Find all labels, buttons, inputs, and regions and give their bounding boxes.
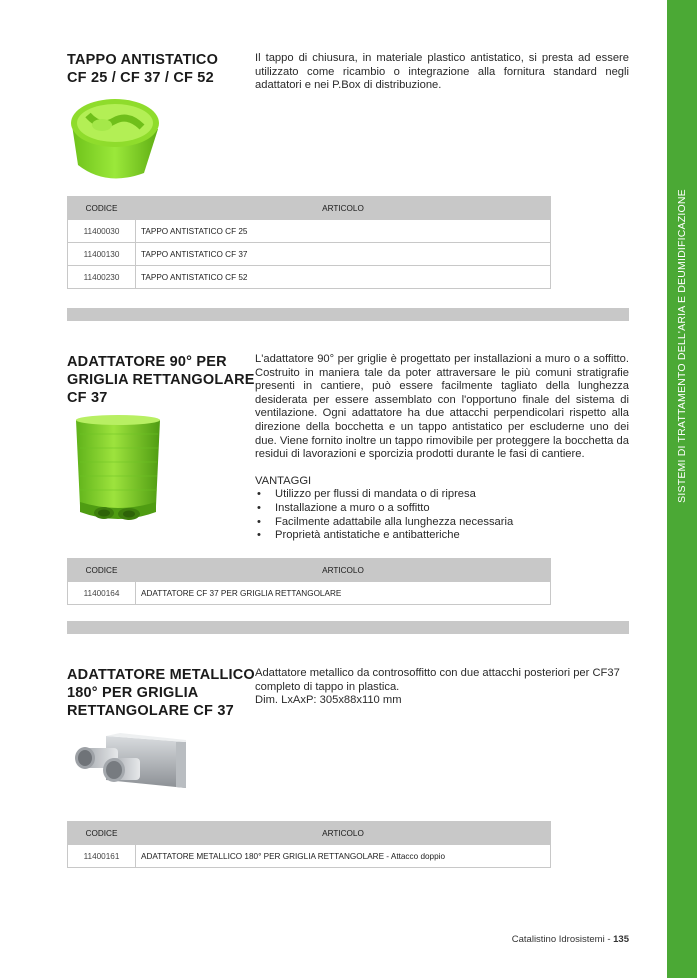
row-article: TAPPO ANTISTATICO CF 25 (136, 220, 551, 243)
table-header-row (68, 822, 551, 845)
section-divider (67, 308, 629, 321)
product-table-tappo (67, 196, 551, 289)
list-item: • Facilmente adattabile alla lunghezza necessaria (255, 516, 629, 530)
advantages-title: VANTAGGI (255, 474, 312, 487)
row-code: 11400230 (68, 266, 136, 289)
table-row (68, 266, 551, 289)
table-row (68, 220, 551, 243)
title-line: GRIGLIA RETTANGOLARE (67, 372, 255, 388)
footer-catalog: Catalistino Idrosistemi - (511, 934, 614, 945)
table-row (68, 845, 551, 868)
header-codice: CODICE (68, 197, 136, 220)
product-title-adattatore-90 (67, 353, 255, 407)
description-line: Adattatore metallico da controsoffitto con due attacchi posteriori per CF37 (255, 667, 620, 679)
product-title-tappo (67, 51, 218, 87)
table-header-row (68, 197, 551, 220)
title-line: 180° PER GRIGLIA (67, 685, 199, 701)
row-code: 11400130 (68, 243, 136, 266)
adattatore-90-image (72, 414, 164, 530)
header-articolo: ARTICOLO (136, 559, 551, 582)
table-header-row (68, 559, 551, 582)
product-table-adattatore-metallico (67, 821, 551, 868)
list-item: • Utilizzo per flussi di mandata o di ripresa (255, 488, 629, 502)
title-line: RETTANGOLARE CF 37 (67, 703, 234, 719)
row-article: TAPPO ANTISTATICO CF 37 (136, 243, 551, 266)
title-line: CF 25 / CF 37 / CF 52 (67, 70, 214, 86)
description-line: completo di tappo in plastica. (255, 680, 400, 693)
description-text: Il tappo di chiusura, in materiale plastico antistatico, si presta ad essere utilizzato come ricambio o integrazione alla fornitura standard negli adattatori e nei P.Box di distribuzione. (255, 52, 629, 92)
product-description-adattatore-90 (255, 353, 629, 543)
product-description-adattatore-metallico (255, 667, 629, 708)
title-line: CF 37 (67, 390, 108, 406)
title-line: TAPPO ANTISTATICO (67, 52, 219, 68)
description-line: Dim. LxAxP: 305x88x110 mm (255, 694, 402, 707)
row-code: 11400030 (68, 220, 136, 243)
row-article: ADATTATORE CF 37 PER GRIGLIA RETTANGOLARE (136, 582, 551, 605)
page-number: 135 (613, 934, 629, 945)
advantages-list (255, 488, 629, 542)
title-line: ADATTATORE METALLICO (67, 667, 255, 683)
product-table-adattatore-90 (67, 558, 551, 605)
section-divider (67, 621, 629, 634)
table-row (68, 582, 551, 605)
page-footer (460, 934, 629, 945)
header-articolo: ARTICOLO (136, 822, 551, 845)
list-item: • Installazione a muro o a soffitto (255, 502, 629, 516)
list-item: • Proprietà antistatiche e antibatteriche (255, 529, 629, 543)
row-code: 11400164 (68, 582, 136, 605)
header-codice: CODICE (68, 822, 136, 845)
product-description-tappo (255, 52, 629, 93)
tappo-antistatico-image (66, 95, 162, 183)
row-article: TAPPO ANTISTATICO CF 52 (136, 266, 551, 289)
row-code: 11400161 (68, 845, 136, 868)
sidebar-label: SISTEMI DI TRATTAMENTO DELL'ARIA E DEUMIDIFICAZIONE (676, 189, 688, 503)
header-codice: CODICE (68, 559, 136, 582)
row-article: ADATTATORE METALLICO 180° PER GRIGLIA RETTANGOLARE - Attacco doppio (136, 845, 551, 868)
product-title-adattatore-metallico (67, 666, 255, 720)
description-text: L'adattatore 90° per griglie è progettato per installazioni a muro o a soffitto. Costruito in maniera tale da poter attraversare le più comuni stratigrafie presenti in cantiere, può essere facilmente tagliato della lunghezza desiderata per essere assemblato con l'opportuno finale del sistema di ventilazione. Ogni adattatore ha due attacchi perpendicolari rispetto alla direzione della bocchetta e un tappo antistatico per escluderne uno dei due. Viene fornito inoltre un tappo rimovibile per proteggere la bocchetta da residui di lavorazioni e sporcizia prodotti durante le fasi di cantiere. (255, 353, 629, 461)
title-line: ADATTATORE 90° PER (67, 354, 227, 370)
header-articolo: ARTICOLO (136, 197, 551, 220)
table-row (68, 243, 551, 266)
adattatore-metallico-image (72, 732, 188, 794)
